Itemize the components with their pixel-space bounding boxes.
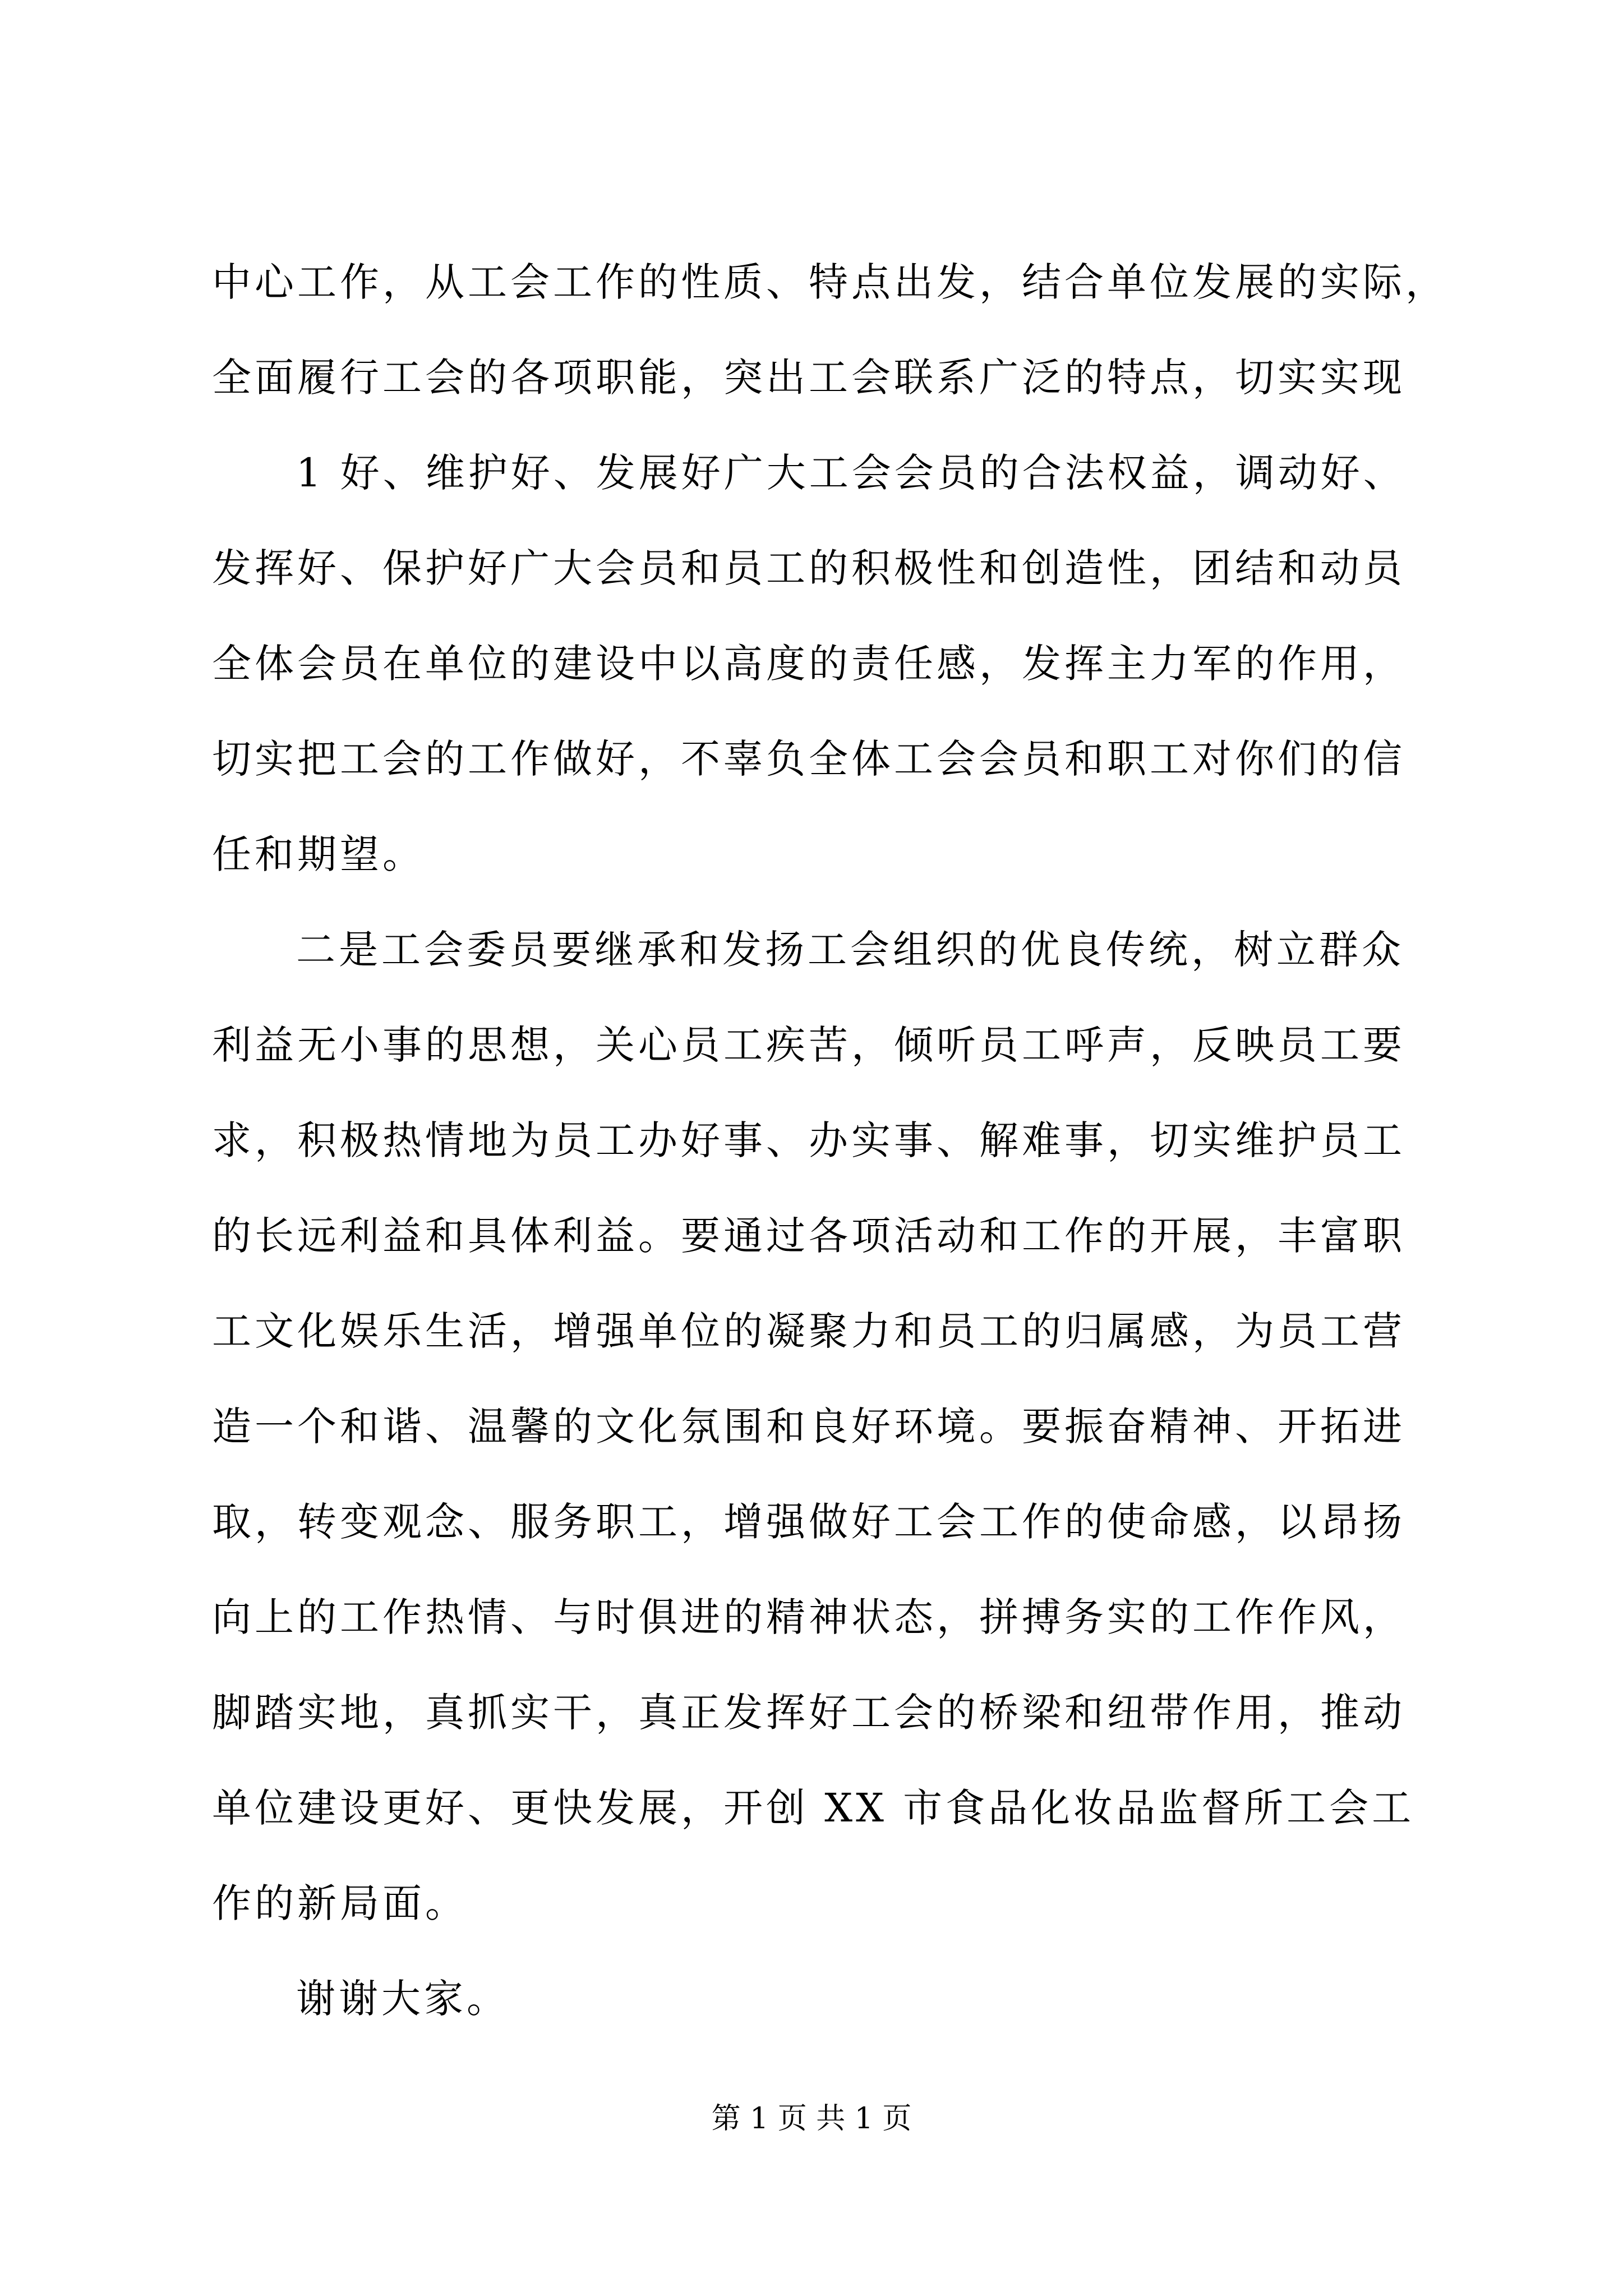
text-line: 中心工作，从工会工作的性质、特点出发，结合单位发展的实际， [212, 259, 1448, 305]
text-line: 二是工会委员要继承和发扬工会组织的优良传统，树立群众 [296, 927, 1404, 973]
text-line: 造一个和谐、温馨的文化氛围和良好环境。要振奋精神、开拓进 [212, 1404, 1405, 1450]
text-line: 切实把工会的工作做好，不辜负全体工会会员和职工对你们的信 [212, 736, 1405, 782]
text-line: 的长远利益和具体利益。要通过各项活动和工作的开展，丰富职 [212, 1213, 1405, 1259]
text-line: 向上的工作热情、与时俱进的精神状态，拼搏务实的工作作风， [212, 1594, 1405, 1640]
text-line: 利益无小事的思想，关心员工疾苦，倾听员工呼声，反映员工要 [212, 1022, 1405, 1068]
text-line: 全面履行工会的各项职能，突出工会联系广泛的特点，切实实现 [212, 355, 1405, 401]
text-line: 发挥好、保护好广大会员和员工的积极性和创造性，团结和动员 [212, 545, 1405, 591]
text-line: 求，积极热情地为员工办好事、办实事、解难事，切实维护员工 [212, 1117, 1405, 1163]
text-line: 任和期望。 [212, 831, 425, 877]
text-line: 脚踏实地，真抓实干，真正发挥好工会的桥梁和纽带作用，推动 [212, 1690, 1405, 1736]
text-line: 作的新局面。 [212, 1880, 468, 1926]
text-line: 取，转变观念、服务职工，增强做好工会工作的使命感，以昂扬 [212, 1499, 1405, 1545]
text-line: 谢谢大家。 [296, 1976, 509, 2022]
text-line: 工文化娱乐生活，增强单位的凝聚力和员工的归属感，为员工营 [212, 1308, 1405, 1354]
page-footer: 第 1 页 共 1 页 [711, 2102, 912, 2136]
text-line: 1 好、维护好、发展好广大工会会员的合法权益，调动好、 [296, 450, 1406, 496]
text-line: 单位建设更好、更快发展，开创 XX 市食品化妆品监督所工会工 [212, 1785, 1415, 1831]
text-line: 全体会员在单位的建设中以高度的责任感，发挥主力军的作用， [212, 641, 1405, 687]
